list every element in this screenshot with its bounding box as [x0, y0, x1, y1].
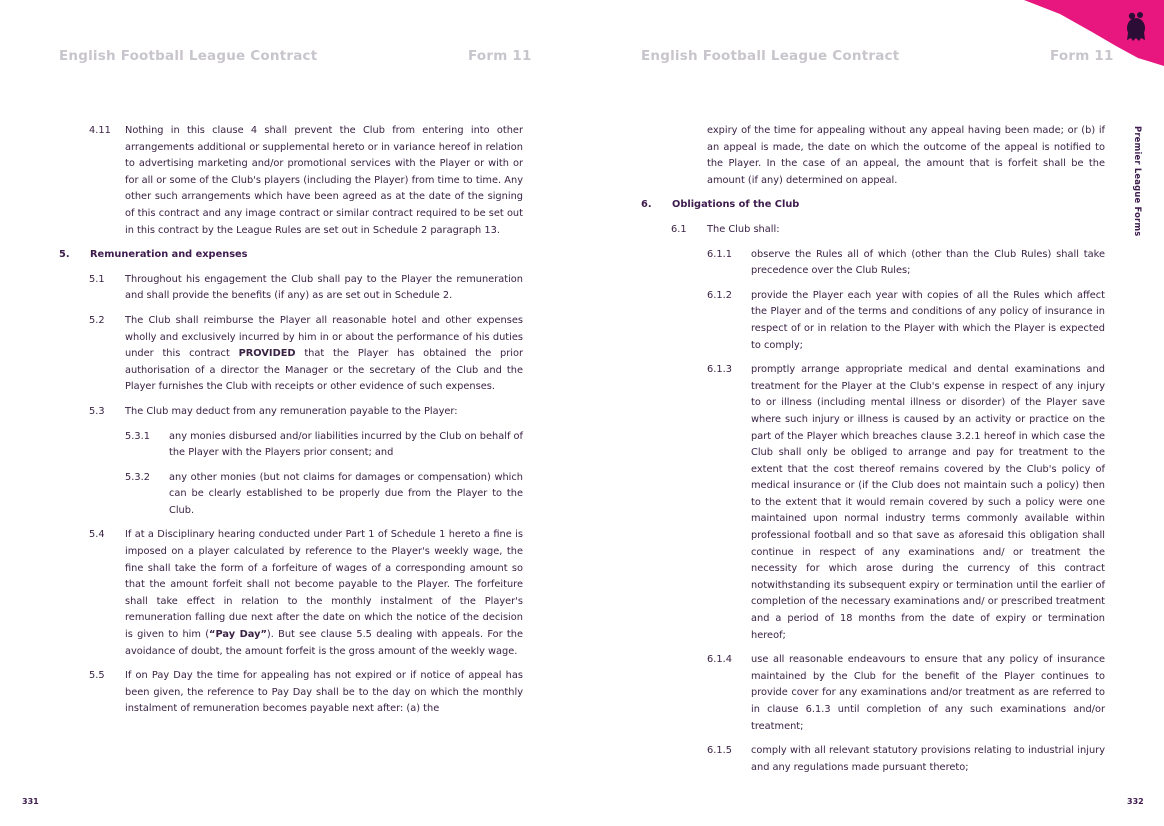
left-page-header-form: Form 11 — [468, 48, 532, 64]
clause-bold-term: PROVIDED — [238, 348, 296, 360]
clause-text: any monies disbursed and/or liabilities incurred by the Club on behalf of the Player with the Players prior consent; and — [169, 430, 523, 459]
clause-6-1-2 — [641, 288, 1105, 354]
left-page-header-title: English Football League Contract — [59, 48, 318, 64]
clause-number: 5.3.2 — [125, 471, 150, 483]
clause-number: 6.1.2 — [707, 289, 732, 301]
clause-5-3-2 — [59, 470, 523, 520]
clause-text: comply with all relevant statutory provisions relating to industrial injury and any regulations made pursuant thereto; — [751, 745, 1105, 773]
clause-5-5 — [59, 668, 523, 718]
clause-number: 6.1.3 — [707, 364, 732, 376]
clause-number: 5.1 — [89, 273, 105, 285]
clause-text-part: If at a Disciplinary hearing conducted under Part 1 of Schedule 1 hereto a fine is imposed on a player calculated by reference to the Player's weekly wage, the fine shall take the form of a forfeiture of wages of a corresponding amount so that the amount forfeit shall not become payable to the Player. The forfeiture shall take effect in relation to the monthly instalment of the Player's remuneration falling due next after the date on which the notice of the decision is given to him ( — [125, 529, 523, 641]
clause-5-3 — [59, 404, 523, 421]
clause-bold-term: “Pay Day” — [209, 629, 267, 641]
clause-text-part: The Club shall reimburse the Player all reasonable hotel and other expenses wholly and exclusively incurred by him in or about the performance of his duties under this contract — [125, 314, 523, 360]
clause-text: Throughout his engagement the Club shall pay to the Player the remuneration and shall provide the benefits (if any) as are set out in Schedule 2. — [125, 273, 523, 302]
clause-text: any other monies (but not claims for damages or compensation) which can be clearly established to be properly due from the Player to the Club. — [169, 471, 523, 516]
right-page-body — [641, 123, 1105, 784]
clause-number: 6.1.4 — [707, 654, 732, 666]
section-title: Remuneration and expenses — [90, 249, 248, 261]
clause-number: 5.4 — [89, 529, 105, 541]
clause-6-1-3 — [641, 362, 1105, 644]
clause-5-3-1 — [59, 429, 523, 462]
clause-number: 6.1.5 — [707, 745, 732, 757]
clause-number: 6.1 — [671, 223, 687, 235]
clause-6-1-5 — [641, 743, 1105, 776]
clause-text — [125, 313, 523, 396]
clause-5-2 — [59, 313, 523, 396]
clause-text: If on Pay Day the time for appealing has not expired or if notice of appeal has been given, the reference to Pay Day shall be to the day on which the monthly instalment of remuneration becomes payable next after: (a) the — [125, 670, 523, 715]
clause-6-1-4 — [641, 652, 1105, 735]
clause-text: use all reasonable endeavours to ensure that any policy of insurance maintained by the Club for the benefit of the Player continues to provide cover for any examinations and/or treatment as are referred to in clause 6.1.3 until completion of any such examinations and/or treatment; — [751, 654, 1105, 732]
clause-text: The Club may deduct from any remuneration payable to the Player: — [125, 405, 458, 417]
left-page-body — [59, 123, 523, 726]
side-tab-label: Premier League Forms — [1133, 126, 1143, 237]
clause-5-5-continued — [641, 123, 1105, 189]
clause-5-4 — [59, 527, 523, 660]
clause-text: promptly arrange appropriate medical and dental examinations and treatment for the Player at the Club's expense in respect of any injury to or illness (including mental illness or disorder) of the Player save where such injury or illness is caused by an activity or practice on the part of the Player which breaches clause 3.2.1 hereof in which case the Club shall only be obliged to arrange and pay for treatment to the extent that the cost thereof remains covered by the Club's policy of medical insurance or (if the Club does not maintain such a policy) then to the extent that it would remain covered by such a policy were one maintained upon normal industry terms commonly available within professional football and so that save as aforesaid this obligation shall continue in respect of any examinations and/ or treatment the necessity for which arose during the currency of this contract notwithstanding its subsequent expiry or termination until the earlier of completion of the necessary examinations and/ or prescribed treatment and a period of 18 months from the date of expiry or termination hereof; — [751, 364, 1105, 641]
right-page-header-title: English Football League Contract — [641, 48, 900, 64]
section-number: 6. — [641, 199, 652, 211]
clause-text: expiry of the time for appealing without any appeal having been made; or (b) if an appeal is made, the date on which the outcome of the appeal is notified to the Player. In the case of an appeal, the amount that is forfeit shall be the amount (if any) determined on appeal. — [707, 125, 1105, 186]
clause-number: 5.5 — [89, 670, 105, 682]
clause-text: Nothing in this clause 4 shall prevent the Club from entering into other arrangements additional or supplemental hereto or in variance hereof in relation to advertising marketing and/or promotional services with the Player or with or for all or some of the Club's players (including the Player) from time to time. Any other such arrangements which have been agreed as at the date of the signing of this contract and any image contract or similar contract required to be set out in this contract by the League Rules are set out in Schedule 2 paragraph 13. — [125, 125, 523, 236]
clause-number: 4.11 — [89, 125, 111, 136]
clause-text: The Club shall: — [707, 223, 780, 235]
clause-text: provide the Player each year with copies of all the Rules which affect the Player and of the terms and conditions of any policy of insurance in respect of or in relation to the Player with which the Player is expected to comply; — [751, 289, 1105, 351]
premier-league-corner-logo — [1020, 0, 1164, 66]
clause-6-1-1 — [641, 247, 1105, 280]
clause-number: 6.1.1 — [707, 248, 732, 260]
side-tab — [1133, 126, 1145, 238]
clause-4-11 — [59, 123, 523, 239]
section-6-heading — [641, 197, 1105, 214]
clause-text-part: that the Player has obtained the prior authorisation of a director the Manager or the secretary of the Club and the Player furnishes the Club with receipts or other evidence of such expenses. — [125, 348, 523, 393]
clause-number: 5.3.1 — [125, 430, 150, 442]
clause-5-1 — [59, 272, 523, 305]
right-page-number: 332 — [1127, 797, 1144, 806]
clause-text — [125, 527, 523, 660]
section-number: 5. — [59, 249, 70, 261]
clause-number: 5.2 — [89, 314, 105, 326]
left-page-number: 331 — [22, 797, 39, 806]
clause-6-1 — [641, 222, 1105, 239]
clause-text-part: ). But see clause 5.5 dealing with appeals. For the avoidance of doubt, the amount forfeit is the gross amount of the weekly wage. — [125, 629, 523, 657]
clause-text: observe the Rules all of which (other than the Club Rules) shall take precedence over the Club Rules; — [751, 248, 1105, 277]
clause-number: 5.3 — [89, 405, 105, 417]
right-page-header-form: Form 11 — [1050, 48, 1114, 64]
section-title: Obligations of the Club — [672, 199, 800, 211]
section-5-heading — [59, 247, 523, 264]
